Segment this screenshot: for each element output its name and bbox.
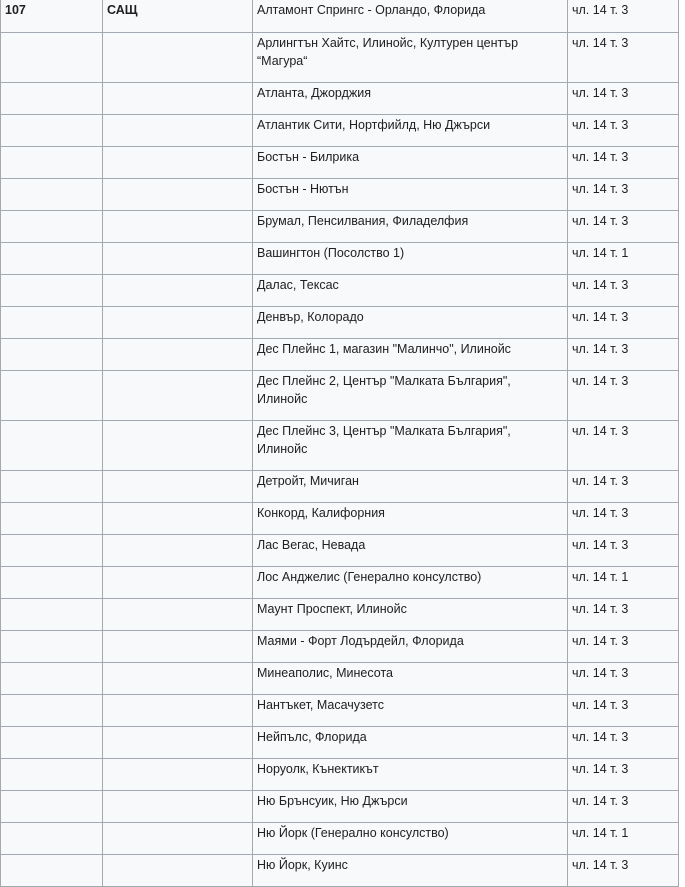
table-row bbox=[1, 822, 679, 854]
country-cell bbox=[103, 470, 253, 502]
country-cell bbox=[103, 726, 253, 758]
table-row bbox=[1, 854, 679, 886]
table-row bbox=[1, 470, 679, 502]
place-cell: Алтамонт Спрингс - Орландо, Флорида bbox=[253, 0, 568, 32]
law-article-cell: чл. 14 т. 3 bbox=[568, 32, 679, 82]
table-row bbox=[1, 502, 679, 534]
law-article-cell: чл. 14 т. 3 bbox=[568, 790, 679, 822]
law-article-cell: чл. 14 т. 3 bbox=[568, 338, 679, 370]
region-number-cell bbox=[1, 630, 103, 662]
place-cell: Маями - Форт Лодърдейл, Флорида bbox=[253, 630, 568, 662]
region-number-cell bbox=[1, 306, 103, 338]
country-cell bbox=[103, 242, 253, 274]
table-row bbox=[1, 82, 679, 114]
place-cell: Маунт Проспект, Илинойс bbox=[253, 598, 568, 630]
table-row bbox=[1, 790, 679, 822]
region-number-cell bbox=[1, 274, 103, 306]
place-cell: Нантъкет, Масачузетс bbox=[253, 694, 568, 726]
table-row bbox=[1, 370, 679, 420]
region-number-cell bbox=[1, 758, 103, 790]
country-cell bbox=[103, 630, 253, 662]
country-cell bbox=[103, 146, 253, 178]
law-article-cell: чл. 14 т. 3 bbox=[568, 758, 679, 790]
law-article-cell: чл. 14 т. 3 bbox=[568, 726, 679, 758]
region-number-cell bbox=[1, 854, 103, 886]
country-cell bbox=[103, 534, 253, 566]
law-article-cell: чл. 14 т. 3 bbox=[568, 114, 679, 146]
law-article-cell: чл. 14 т. 1 bbox=[568, 566, 679, 598]
region-number-cell bbox=[1, 420, 103, 470]
region-number-cell bbox=[1, 338, 103, 370]
country-cell bbox=[103, 178, 253, 210]
law-article-cell: чл. 14 т. 3 bbox=[568, 146, 679, 178]
region-number-cell bbox=[1, 790, 103, 822]
place-cell: Ню Йорк (Генерално консулство) bbox=[253, 822, 568, 854]
law-article-cell: чл. 14 т. 1 bbox=[568, 822, 679, 854]
table-row bbox=[1, 726, 679, 758]
country-cell: САЩ bbox=[103, 0, 253, 32]
country-cell bbox=[103, 210, 253, 242]
table-row bbox=[1, 662, 679, 694]
place-cell: Атланта, Джорджия bbox=[253, 82, 568, 114]
region-number-cell bbox=[1, 662, 103, 694]
table-body bbox=[1, 0, 679, 886]
country-cell bbox=[103, 502, 253, 534]
country-cell bbox=[103, 694, 253, 726]
place-cell: Конкорд, Калифорния bbox=[253, 502, 568, 534]
table-row bbox=[1, 0, 679, 32]
law-article-cell: чл. 14 т. 3 bbox=[568, 534, 679, 566]
region-number-cell bbox=[1, 114, 103, 146]
law-article-cell: чл. 14 т. 3 bbox=[568, 502, 679, 534]
law-article-cell: чл. 14 т. 3 bbox=[568, 274, 679, 306]
region-number-cell: 107 bbox=[1, 0, 103, 32]
region-number-cell bbox=[1, 470, 103, 502]
place-cell: Дес Плейнс 2, Център "Малката България", Илинойс bbox=[253, 370, 568, 420]
table-row bbox=[1, 630, 679, 662]
place-cell: Далас, Тексас bbox=[253, 274, 568, 306]
country-cell bbox=[103, 338, 253, 370]
place-cell: Бостън - Нютън bbox=[253, 178, 568, 210]
country-cell bbox=[103, 274, 253, 306]
table-row bbox=[1, 420, 679, 470]
place-cell: Нейпълс, Флорида bbox=[253, 726, 568, 758]
country-cell bbox=[103, 32, 253, 82]
country-cell bbox=[103, 598, 253, 630]
table-row bbox=[1, 32, 679, 82]
table-row bbox=[1, 242, 679, 274]
law-article-cell: чл. 14 т. 3 bbox=[568, 178, 679, 210]
law-article-cell: чл. 14 т. 1 bbox=[568, 242, 679, 274]
region-number-cell bbox=[1, 242, 103, 274]
country-cell bbox=[103, 662, 253, 694]
region-number-cell bbox=[1, 178, 103, 210]
place-cell: Лас Вегас, Невада bbox=[253, 534, 568, 566]
place-cell: Ню Йорк, Куинс bbox=[253, 854, 568, 886]
place-cell: Брумал, Пенсилвания, Филаделфия bbox=[253, 210, 568, 242]
region-number-cell bbox=[1, 82, 103, 114]
place-cell: Арлингтън Хайтс, Илинойс, Културен център “Магура“ bbox=[253, 32, 568, 82]
place-cell: Лос Анджелис (Генерално консулство) bbox=[253, 566, 568, 598]
law-article-cell: чл. 14 т. 3 bbox=[568, 694, 679, 726]
law-article-cell: чл. 14 т. 3 bbox=[568, 420, 679, 470]
law-article-cell: чл. 14 т. 3 bbox=[568, 82, 679, 114]
region-number-cell bbox=[1, 822, 103, 854]
table-row bbox=[1, 306, 679, 338]
table-row bbox=[1, 598, 679, 630]
country-cell bbox=[103, 420, 253, 470]
place-cell: Минеаполис, Минесота bbox=[253, 662, 568, 694]
law-article-cell: чл. 14 т. 3 bbox=[568, 630, 679, 662]
table-row bbox=[1, 534, 679, 566]
place-cell: Ню Брънсуик, Ню Джърси bbox=[253, 790, 568, 822]
law-article-cell: чл. 14 т. 3 bbox=[568, 662, 679, 694]
law-article-cell: чл. 14 т. 3 bbox=[568, 306, 679, 338]
law-article-cell: чл. 14 т. 3 bbox=[568, 210, 679, 242]
table-row bbox=[1, 178, 679, 210]
place-cell: Детройт, Мичиган bbox=[253, 470, 568, 502]
table-row bbox=[1, 758, 679, 790]
region-number-cell bbox=[1, 146, 103, 178]
region-number-cell bbox=[1, 534, 103, 566]
country-cell bbox=[103, 82, 253, 114]
law-article-cell: чл. 14 т. 3 bbox=[568, 470, 679, 502]
place-cell: Вашингтон (Посолство 1) bbox=[253, 242, 568, 274]
region-number-cell bbox=[1, 694, 103, 726]
table-row bbox=[1, 146, 679, 178]
country-cell bbox=[103, 566, 253, 598]
region-number-cell bbox=[1, 598, 103, 630]
country-cell bbox=[103, 370, 253, 420]
region-number-cell bbox=[1, 566, 103, 598]
place-cell: Дес Плейнс 1, магазин "Малинчо", Илинойс bbox=[253, 338, 568, 370]
country-cell bbox=[103, 758, 253, 790]
region-number-cell bbox=[1, 32, 103, 82]
country-cell bbox=[103, 114, 253, 146]
table-row bbox=[1, 338, 679, 370]
place-cell: Денвър, Колорадо bbox=[253, 306, 568, 338]
law-article-cell: чл. 14 т. 3 bbox=[568, 598, 679, 630]
law-article-cell: чл. 14 т. 3 bbox=[568, 0, 679, 32]
region-number-cell bbox=[1, 210, 103, 242]
table-row bbox=[1, 210, 679, 242]
region-number-cell bbox=[1, 370, 103, 420]
country-cell bbox=[103, 790, 253, 822]
country-cell bbox=[103, 822, 253, 854]
place-cell: Атлантик Сити, Нортфийлд, Ню Джърси bbox=[253, 114, 568, 146]
place-cell: Дес Плейнс 3, Център "Малката България", Илинойс bbox=[253, 420, 568, 470]
region-number-cell bbox=[1, 726, 103, 758]
place-cell: Бостън - Билрика bbox=[253, 146, 568, 178]
region-number-cell bbox=[1, 502, 103, 534]
place-cell: Норуолк, Кънектикът bbox=[253, 758, 568, 790]
law-article-cell: чл. 14 т. 3 bbox=[568, 370, 679, 420]
country-cell bbox=[103, 854, 253, 886]
table-row bbox=[1, 566, 679, 598]
table-row bbox=[1, 694, 679, 726]
country-cell bbox=[103, 306, 253, 338]
table-row bbox=[1, 274, 679, 306]
table-row bbox=[1, 114, 679, 146]
law-article-cell: чл. 14 т. 3 bbox=[568, 854, 679, 886]
